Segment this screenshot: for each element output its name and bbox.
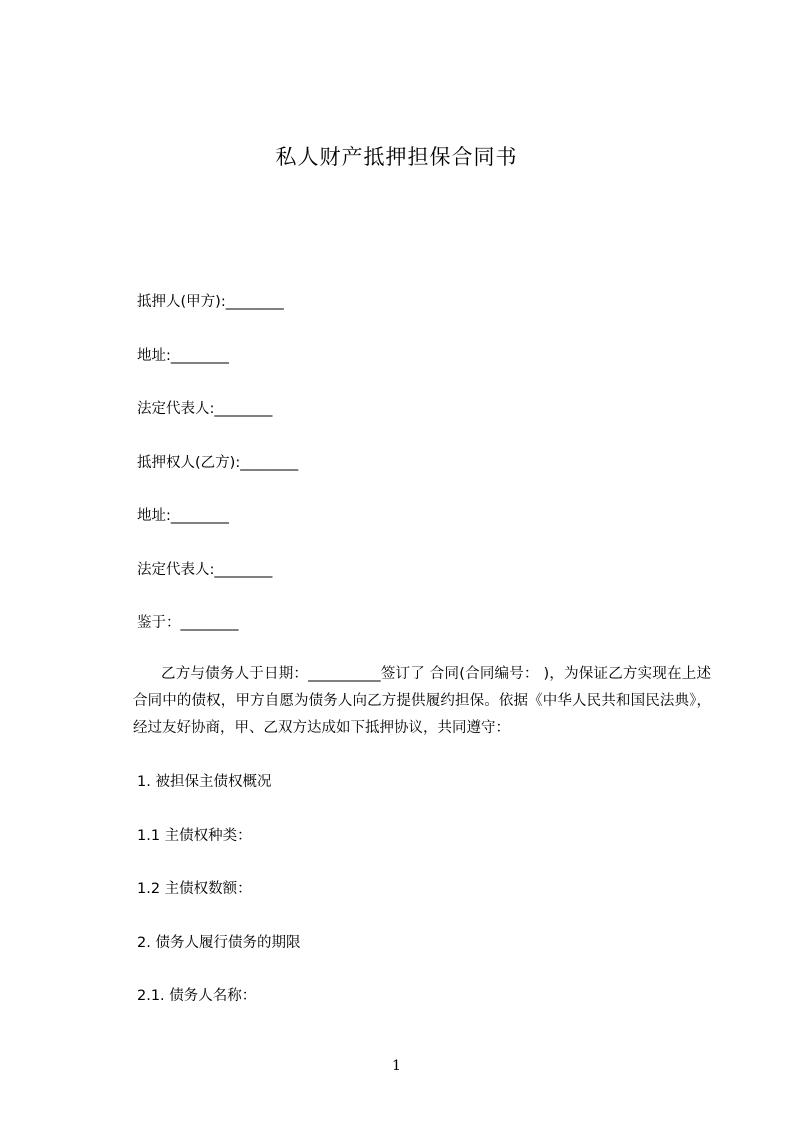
mortgagee-line: 抵押权人(乙方):________ [137, 455, 299, 471]
section-heading: 1.1 主债权种类： [137, 828, 252, 844]
mortgagor-legal-rep-line: 法定代表人:________ [137, 401, 273, 417]
preamble-paragraph: 乙方与债务人于日期：__________签订了 合同(合同编号： )，为保证乙方实现在上述合同中的债权，甲方自愿为债务人向乙方提供履约担保。依据《中华人民共和国民法典》，经过友好协商，甲、乙双方达成如下抵押协议，共同遵守： [133, 666, 711, 736]
section-heading: 2.1. 债务人名称： [137, 988, 257, 1004]
section-heading: 1.2 主债权数额： [137, 881, 252, 897]
mortgagor-line: 抵押人(甲方):________ [137, 294, 284, 310]
document-title: 私人财产抵押担保合同书 [275, 145, 518, 169]
section-heading: 2. 债务人履行债务的期限 [137, 935, 301, 951]
page-number: 1 [392, 1058, 401, 1074]
section-heading: 1. 被担保主债权概况 [137, 774, 272, 790]
mortgagee-legal-rep-line: 法定代表人:________ [137, 562, 273, 578]
whereas-line: 鉴于：________ [137, 615, 239, 631]
mortgagee-address-line: 地址:________ [137, 508, 229, 524]
mortgagor-address-line: 地址:________ [137, 348, 229, 364]
